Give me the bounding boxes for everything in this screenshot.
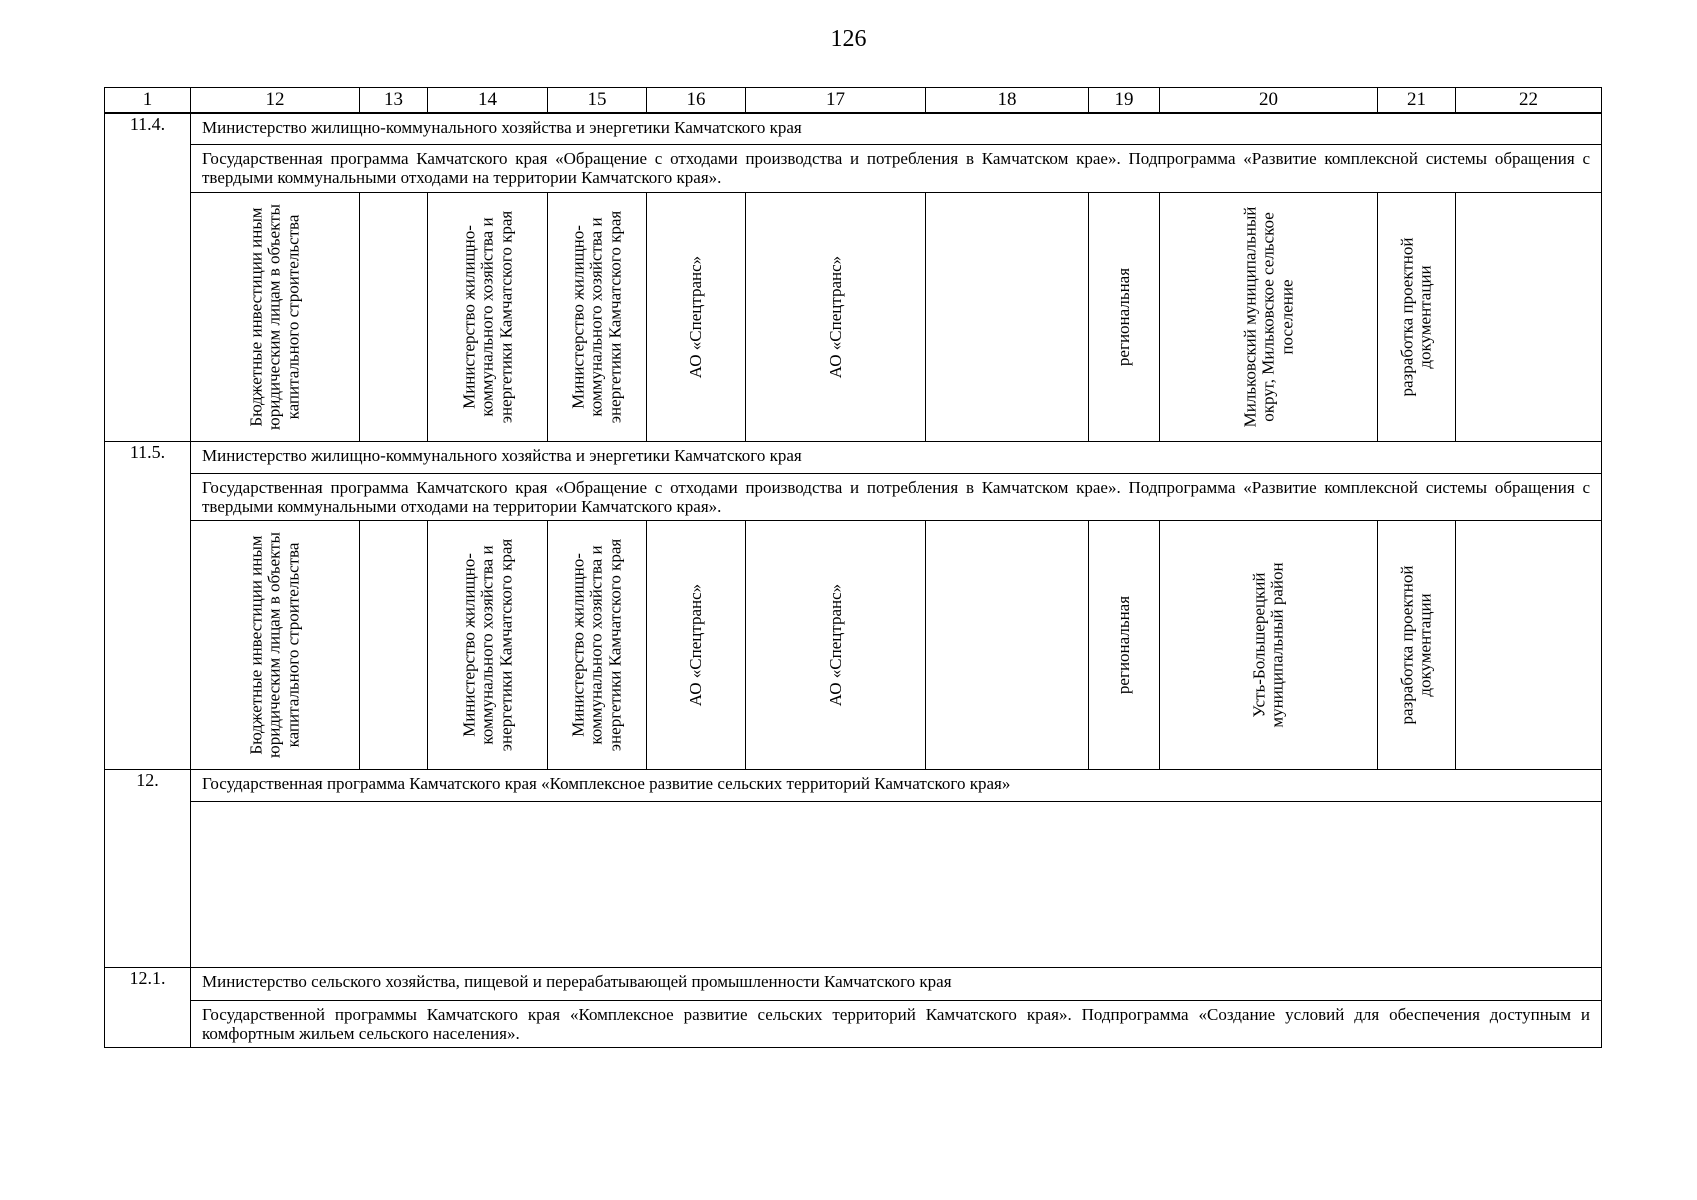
cell-col18 xyxy=(926,521,1089,770)
vertical-text: АО «Спецтранс» xyxy=(685,255,705,378)
column-number: 13 xyxy=(360,88,428,113)
vertical-text: Бюджетные инвестиции иным юридическим лицам в объекты капитального строительства xyxy=(246,532,303,759)
column-number: 14 xyxy=(428,88,548,113)
vertical-text: Усть-Большерецкий муниципальный район xyxy=(1249,562,1287,728)
cell-owner xyxy=(746,192,926,441)
investment-table xyxy=(104,87,1602,1048)
table-row xyxy=(105,192,1602,441)
ministry-name: Министерство жилищно-коммунального хозяйства и энергетики Камчатского края xyxy=(191,113,1602,145)
cell-work-type xyxy=(1378,521,1456,770)
cell-col13 xyxy=(360,192,428,441)
vertical-text: Министерство жилищно-коммунального хозяйства и энергетики Камчатского края xyxy=(458,210,515,423)
program-name: Государственная программа Камчатского края «Обращение с отходами производства и потребления в Камчатском крае». Подпрограмма «Развитие комплексной системы обращения с твердыми коммунальными отходами на территории Камчатского края». xyxy=(191,145,1602,192)
vertical-text: региональная xyxy=(1113,267,1133,366)
row-number: 11.4. xyxy=(105,113,191,441)
column-number: 21 xyxy=(1378,88,1456,113)
program-name: Государственная программа Камчатского края «Комплексное развитие сельских территорий Камчатского края» xyxy=(191,769,1602,801)
cell-ownership xyxy=(1089,521,1160,770)
column-number: 18 xyxy=(926,88,1089,113)
column-number: 1 xyxy=(105,88,191,113)
table-row xyxy=(105,145,1602,192)
cell-customer xyxy=(548,521,647,770)
cell-location xyxy=(1160,521,1378,770)
table-row xyxy=(105,441,1602,473)
table-row xyxy=(105,968,1602,1000)
cell-developer xyxy=(647,192,746,441)
vertical-text: АО «Спецтранс» xyxy=(825,583,845,707)
column-numbers-row xyxy=(105,88,1602,113)
cell-col18 xyxy=(926,192,1089,441)
column-number: 19 xyxy=(1089,88,1160,113)
vertical-text: АО «Спецтранс» xyxy=(685,583,705,707)
column-number: 15 xyxy=(548,88,647,113)
cell-work-type xyxy=(1378,192,1456,441)
cell-customer xyxy=(548,192,647,441)
table-row xyxy=(105,473,1602,520)
empty-cell xyxy=(191,802,1602,968)
column-number: 22 xyxy=(1456,88,1602,113)
table-row xyxy=(105,769,1602,801)
table-row xyxy=(105,802,1602,968)
vertical-text: Бюджетные инвестиции иным юридическим лицам в объекты капитального строительства xyxy=(246,203,303,430)
vertical-text: региональная xyxy=(1113,596,1133,695)
vertical-text: разработка проектной документации xyxy=(1397,565,1435,725)
cell-ownership xyxy=(1089,192,1160,441)
program-name: Государственной программы Камчатского края «Комплексное развитие сельских территорий Камчатского края». Подпрограмма «Создание условий для обеспечения доступным и комфортным жильем сельского населения». xyxy=(191,1000,1602,1047)
vertical-text: АО «Спецтранс» xyxy=(825,255,845,378)
vertical-text: разработка проектной документации xyxy=(1397,237,1435,397)
cell-col13 xyxy=(360,521,428,770)
column-number: 17 xyxy=(746,88,926,113)
cell-investment-type xyxy=(191,521,360,770)
program-name: Государственная программа Камчатского края «Обращение с отходами производства и потребления в Камчатском крае». Подпрограмма «Развитие комплексной системы обращения с твердыми коммунальными отходами на территории Камчатского края». xyxy=(191,473,1602,520)
cell-investment-type xyxy=(191,192,360,441)
table-row xyxy=(105,1000,1602,1047)
page-number: 126 xyxy=(830,26,867,52)
ministry-name: Министерство сельского хозяйства, пищевой и перерабатывающей промышленности Камчатского края xyxy=(191,968,1602,1000)
row-number: 12. xyxy=(105,769,191,967)
column-number: 20 xyxy=(1160,88,1378,113)
vertical-text: Министерство жилищно-коммунального хозяйства и энергетики Камчатского края xyxy=(458,538,515,752)
vertical-text: Мильковский муниципальный округ, Мильковское сельское поселение xyxy=(1239,206,1296,428)
row-number: 11.5. xyxy=(105,441,191,769)
column-number: 12 xyxy=(191,88,360,113)
cell-chief-administrator xyxy=(428,192,548,441)
cell-col22 xyxy=(1456,192,1602,441)
vertical-text: Министерство жилищно-коммунального хозяйства и энергетики Камчатского края xyxy=(568,538,625,752)
ministry-name: Министерство жилищно-коммунального хозяйства и энергетики Камчатского края xyxy=(191,441,1602,473)
cell-developer xyxy=(647,521,746,770)
table-row xyxy=(105,521,1602,770)
table-row xyxy=(105,113,1602,145)
cell-chief-administrator xyxy=(428,521,548,770)
vertical-text: Министерство жилищно-коммунального хозяйства и энергетики Камчатского края xyxy=(568,210,625,423)
row-number: 12.1. xyxy=(105,968,191,1048)
cell-location xyxy=(1160,192,1378,441)
cell-owner xyxy=(746,521,926,770)
cell-col22 xyxy=(1456,521,1602,770)
column-number: 16 xyxy=(647,88,746,113)
